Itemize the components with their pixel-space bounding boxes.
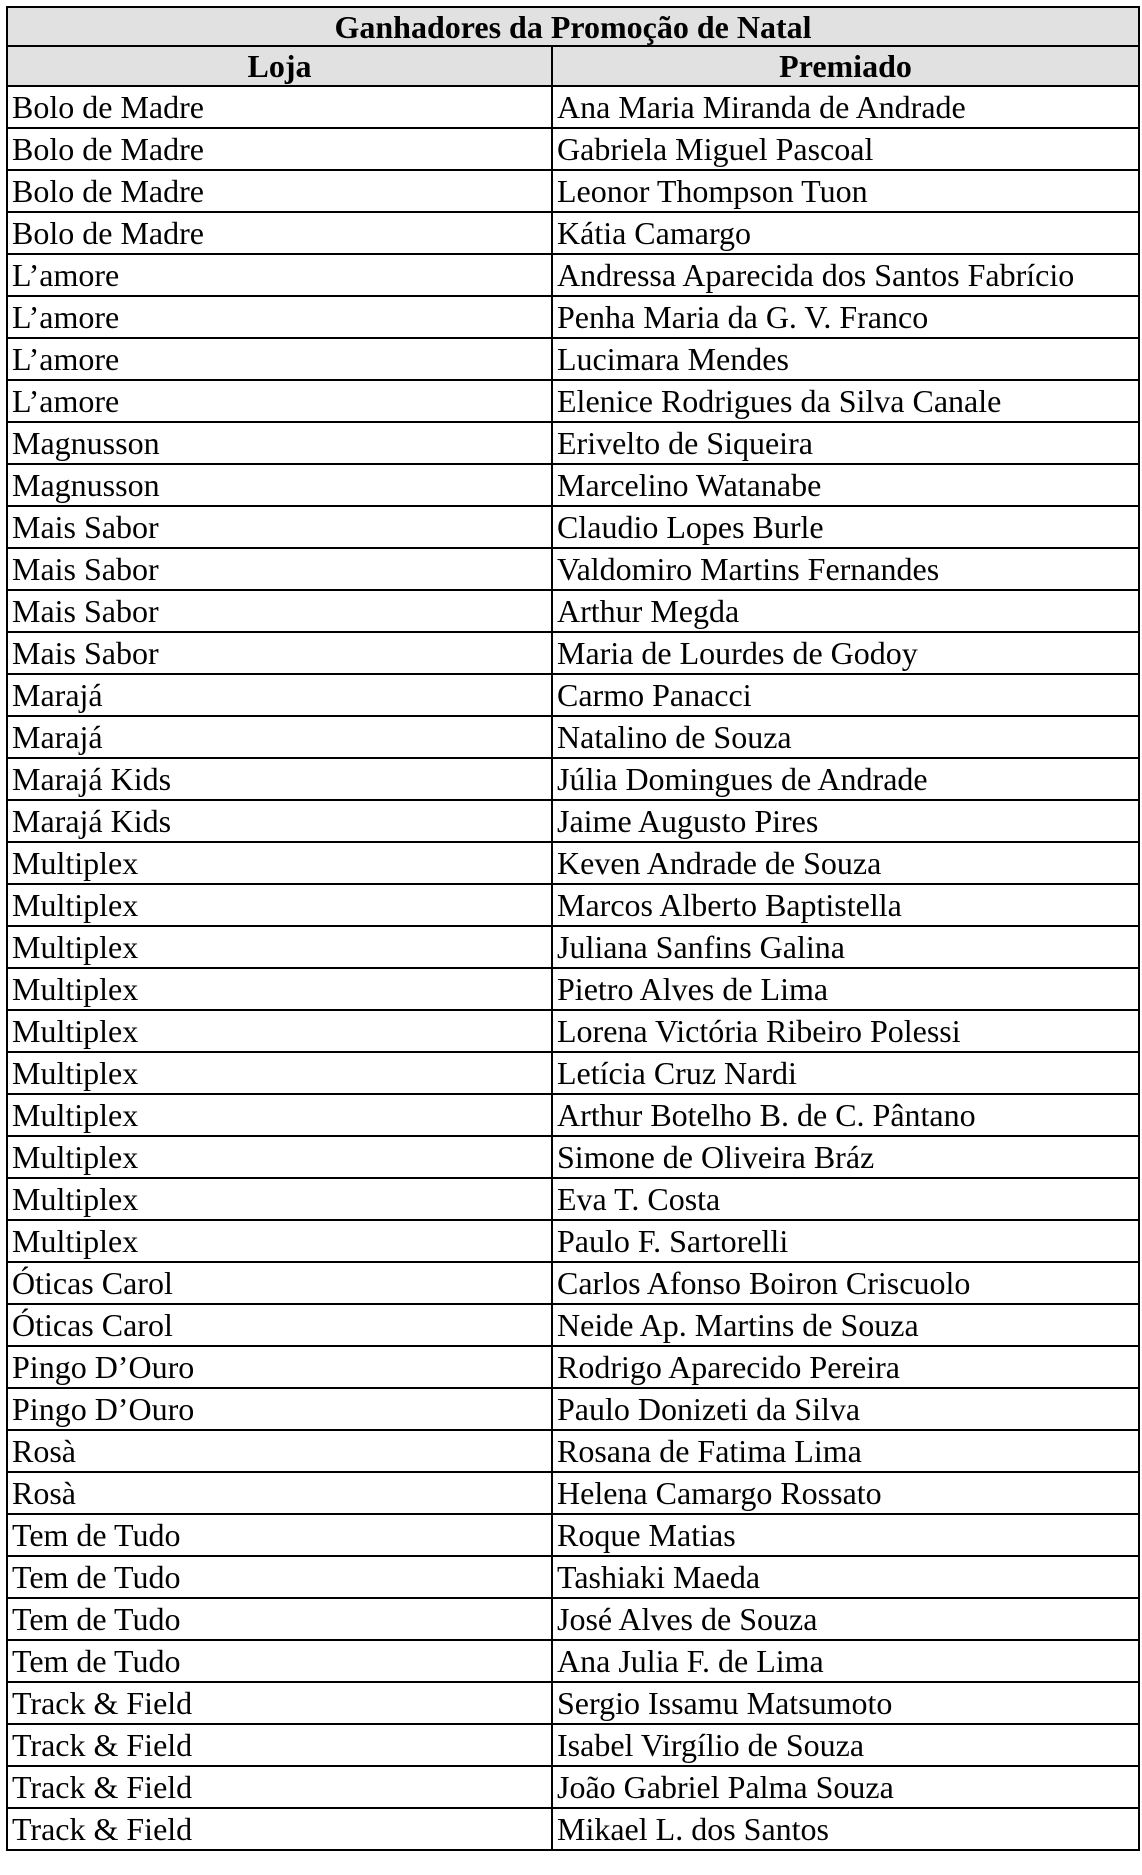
winner-cell: Paulo F. Sartorelli <box>552 1220 1139 1262</box>
store-cell: Bolo de Madre <box>7 128 552 170</box>
winner-cell: Arthur Megda <box>552 590 1139 632</box>
table-row <box>7 1724 1139 1766</box>
table-title: Ganhadores da Promoção de Natal <box>7 7 1139 46</box>
column-header-premiado: Premiado <box>552 46 1139 86</box>
store-cell: Rosà <box>7 1472 552 1514</box>
store-cell: Mais Sabor <box>7 548 552 590</box>
table-row <box>7 800 1139 842</box>
winners-table <box>6 6 1140 1851</box>
table-row <box>7 338 1139 380</box>
store-cell: Marajá <box>7 716 552 758</box>
winner-cell: Keven Andrade de Souza <box>552 842 1139 884</box>
store-cell: L’amore <box>7 380 552 422</box>
store-cell: Multiplex <box>7 1010 552 1052</box>
store-cell: Multiplex <box>7 926 552 968</box>
store-cell: Track & Field <box>7 1766 552 1808</box>
winners-body <box>7 86 1139 1850</box>
winner-cell: Paulo Donizeti da Silva <box>552 1388 1139 1430</box>
table-row <box>7 842 1139 884</box>
store-cell: Mais Sabor <box>7 632 552 674</box>
winner-cell: Jaime Augusto Pires <box>552 800 1139 842</box>
table-row <box>7 884 1139 926</box>
store-cell: Multiplex <box>7 884 552 926</box>
table-row <box>7 1430 1139 1472</box>
table-row <box>7 128 1139 170</box>
table-row <box>7 1010 1139 1052</box>
table-row <box>7 1346 1139 1388</box>
table-row <box>7 1178 1139 1220</box>
table-row <box>7 1808 1139 1850</box>
store-cell: L’amore <box>7 254 552 296</box>
table-row <box>7 506 1139 548</box>
winner-cell: Sergio Issamu Matsumoto <box>552 1682 1139 1724</box>
table-row <box>7 1388 1139 1430</box>
store-cell: L’amore <box>7 296 552 338</box>
winner-cell: Elenice Rodrigues da Silva Canale <box>552 380 1139 422</box>
store-cell: Multiplex <box>7 1052 552 1094</box>
store-cell: Tem de Tudo <box>7 1514 552 1556</box>
table-row <box>7 380 1139 422</box>
store-cell: Track & Field <box>7 1724 552 1766</box>
store-cell: Pingo D’Ouro <box>7 1388 552 1430</box>
winner-cell: Júlia Domingues de Andrade <box>552 758 1139 800</box>
store-cell: Mais Sabor <box>7 506 552 548</box>
table-row <box>7 716 1139 758</box>
winner-cell: Maria de Lourdes de Godoy <box>552 632 1139 674</box>
winner-cell: Helena Camargo Rossato <box>552 1472 1139 1514</box>
table-row <box>7 170 1139 212</box>
store-cell: Mais Sabor <box>7 590 552 632</box>
winner-cell: Penha Maria da G. V. Franco <box>552 296 1139 338</box>
store-cell: Track & Field <box>7 1682 552 1724</box>
winner-cell: Isabel Virgílio de Souza <box>552 1724 1139 1766</box>
table-row <box>7 1766 1139 1808</box>
winner-cell: Kátia Camargo <box>552 212 1139 254</box>
table-row <box>7 1640 1139 1682</box>
store-cell: Marajá Kids <box>7 800 552 842</box>
store-cell: Multiplex <box>7 842 552 884</box>
store-cell: Magnusson <box>7 422 552 464</box>
winner-cell: Simone de Oliveira Bráz <box>552 1136 1139 1178</box>
winner-cell: Letícia Cruz Nardi <box>552 1052 1139 1094</box>
store-cell: Tem de Tudo <box>7 1598 552 1640</box>
table-row <box>7 422 1139 464</box>
winner-cell: Erivelto de Siqueira <box>552 422 1139 464</box>
table-row <box>7 1514 1139 1556</box>
table-row <box>7 86 1139 128</box>
table-row <box>7 1556 1139 1598</box>
winner-cell: Gabriela Miguel Pascoal <box>552 128 1139 170</box>
store-cell: Pingo D’Ouro <box>7 1346 552 1388</box>
store-cell: Magnusson <box>7 464 552 506</box>
winner-cell: Roque Matias <box>552 1514 1139 1556</box>
store-cell: Rosà <box>7 1430 552 1472</box>
store-cell: Tem de Tudo <box>7 1640 552 1682</box>
winner-cell: Marcos Alberto Baptistella <box>552 884 1139 926</box>
table-row <box>7 1304 1139 1346</box>
winner-cell: Carmo Panacci <box>552 674 1139 716</box>
table-row <box>7 590 1139 632</box>
winner-cell: Rosana de Fatima Lima <box>552 1430 1139 1472</box>
store-cell: Bolo de Madre <box>7 86 552 128</box>
table-row <box>7 1094 1139 1136</box>
store-cell: Track & Field <box>7 1808 552 1850</box>
table-row <box>7 1052 1139 1094</box>
table-row <box>7 968 1139 1010</box>
winner-cell: Tashiaki Maeda <box>552 1556 1139 1598</box>
store-cell: Óticas Carol <box>7 1262 552 1304</box>
store-cell: Bolo de Madre <box>7 170 552 212</box>
winner-cell: Natalino de Souza <box>552 716 1139 758</box>
title-row <box>7 7 1139 46</box>
header-row <box>7 46 1139 86</box>
table-row <box>7 632 1139 674</box>
winner-cell: João Gabriel Palma Souza <box>552 1766 1139 1808</box>
store-cell: Óticas Carol <box>7 1304 552 1346</box>
winner-cell: Pietro Alves de Lima <box>552 968 1139 1010</box>
table-row <box>7 1136 1139 1178</box>
winner-cell: Carlos Afonso Boiron Criscuolo <box>552 1262 1139 1304</box>
winner-cell: Rodrigo Aparecido Pereira <box>552 1346 1139 1388</box>
winner-cell: Ana Maria Miranda de Andrade <box>552 86 1139 128</box>
winner-cell: Claudio Lopes Burle <box>552 506 1139 548</box>
table-row <box>7 464 1139 506</box>
store-cell: L’amore <box>7 338 552 380</box>
table-row <box>7 758 1139 800</box>
store-cell: Multiplex <box>7 1136 552 1178</box>
store-cell: Tem de Tudo <box>7 1556 552 1598</box>
table-row <box>7 254 1139 296</box>
winner-cell: Ana Julia F. de Lima <box>552 1640 1139 1682</box>
winner-cell: Eva T. Costa <box>552 1178 1139 1220</box>
winner-cell: Andressa Aparecida dos Santos Fabrício <box>552 254 1139 296</box>
store-cell: Multiplex <box>7 1178 552 1220</box>
table-row <box>7 1220 1139 1262</box>
winner-cell: Arthur Botelho B. de C. Pântano <box>552 1094 1139 1136</box>
table-row <box>7 926 1139 968</box>
winner-cell: José Alves de Souza <box>552 1598 1139 1640</box>
store-cell: Marajá <box>7 674 552 716</box>
store-cell: Bolo de Madre <box>7 212 552 254</box>
table-row <box>7 548 1139 590</box>
winner-cell: Juliana Sanfins Galina <box>552 926 1139 968</box>
winner-cell: Lucimara Mendes <box>552 338 1139 380</box>
store-cell: Multiplex <box>7 968 552 1010</box>
table-row <box>7 1472 1139 1514</box>
table-row <box>7 1262 1139 1304</box>
table-row <box>7 674 1139 716</box>
winner-cell: Mikael L. dos Santos <box>552 1808 1139 1850</box>
store-cell: Marajá Kids <box>7 758 552 800</box>
table-row <box>7 1682 1139 1724</box>
table-row <box>7 212 1139 254</box>
column-header-loja: Loja <box>7 46 552 86</box>
winner-cell: Valdomiro Martins Fernandes <box>552 548 1139 590</box>
store-cell: Multiplex <box>7 1094 552 1136</box>
winner-cell: Lorena Victória Ribeiro Polessi <box>552 1010 1139 1052</box>
table-row <box>7 1598 1139 1640</box>
winner-cell: Leonor Thompson Tuon <box>552 170 1139 212</box>
table-row <box>7 296 1139 338</box>
winner-cell: Neide Ap. Martins de Souza <box>552 1304 1139 1346</box>
store-cell: Multiplex <box>7 1220 552 1262</box>
winner-cell: Marcelino Watanabe <box>552 464 1139 506</box>
